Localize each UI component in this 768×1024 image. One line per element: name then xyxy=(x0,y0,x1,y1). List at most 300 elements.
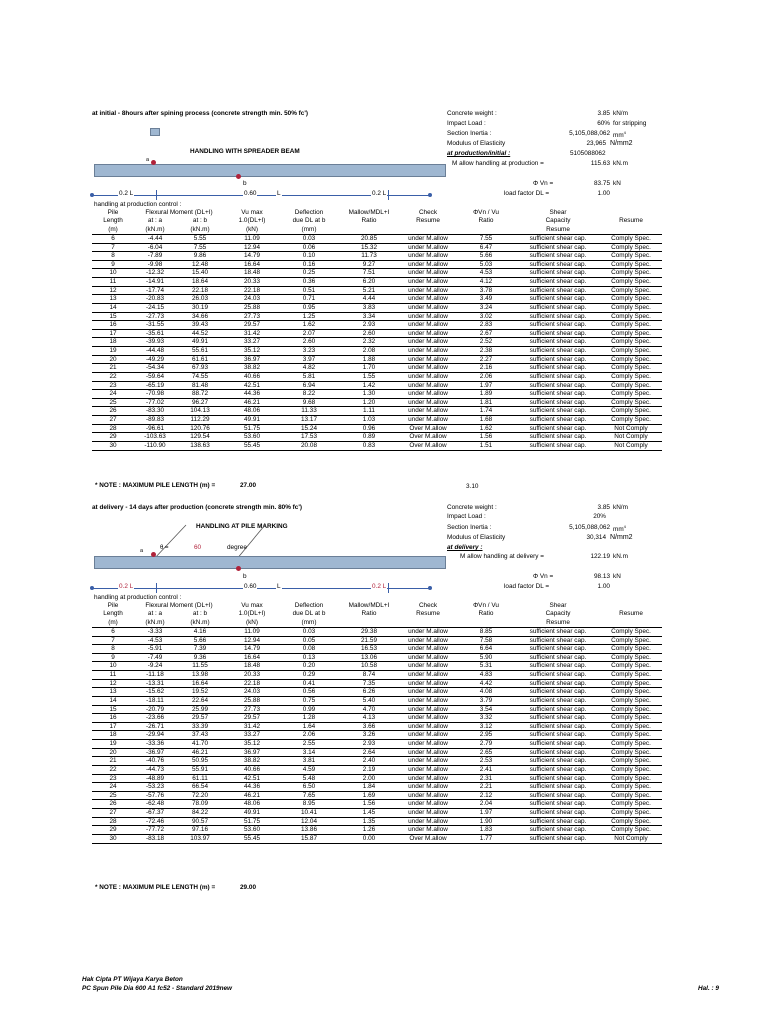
table-cell: sufficient shear cap. xyxy=(516,671,600,680)
table-cell: 2.31 xyxy=(456,774,516,783)
table-cell: 2.95 xyxy=(456,731,516,740)
table-cell: 96.27 xyxy=(176,398,224,407)
table-cell: 20.33 xyxy=(224,671,280,680)
table-cell: -14.91 xyxy=(134,278,176,287)
mallow-value: 122.19 xyxy=(590,553,610,560)
table-header-cell: Mallow/MDL+I xyxy=(348,209,390,216)
table-cell: -20.79 xyxy=(134,705,176,714)
table-cell: under M.allow xyxy=(400,653,456,662)
table-cell: 97.16 xyxy=(176,826,224,835)
table-cell: 14 xyxy=(92,696,134,705)
table-cell: Comply Spec. xyxy=(600,705,662,714)
table-cell: 2.79 xyxy=(456,740,516,749)
table-cell: 2.41 xyxy=(456,765,516,774)
table-header-cell: Resume xyxy=(416,217,440,225)
table-cell: sufficient shear cap. xyxy=(516,809,600,818)
table-cell: 18.48 xyxy=(224,269,280,278)
table-cell: -23.66 xyxy=(134,714,176,723)
table-cell: -83.18 xyxy=(134,834,176,843)
table-caption: handling at production control : xyxy=(94,594,182,601)
table-cell: -9.98 xyxy=(134,260,176,269)
table-cell: 20 xyxy=(92,748,134,757)
note-label: * NOTE : MAXIMUM PILE LENGTH (m) = xyxy=(95,884,216,891)
table-cell: -40.76 xyxy=(134,757,176,766)
dim-mid: 0.60 xyxy=(244,583,257,590)
table-cell: under M.allow xyxy=(400,662,456,671)
table-header-cell: Capacity xyxy=(545,217,571,225)
table-row xyxy=(92,791,662,800)
table-cell: 74.55 xyxy=(176,372,224,381)
table-cell: 4.53 xyxy=(456,269,516,278)
table-cell: 2.32 xyxy=(338,338,400,347)
table-header-cell xyxy=(400,619,456,628)
table-cell: under M.allow xyxy=(400,303,456,312)
table-cell: Comply Spec. xyxy=(600,731,662,740)
table-cell: Comply Spec. xyxy=(600,662,662,671)
table-cell: -3.33 xyxy=(134,627,176,636)
table-cell: under M.allow xyxy=(400,679,456,688)
table-cell: 129.54 xyxy=(176,433,224,442)
table-cell: 14.79 xyxy=(224,645,280,654)
table-cell: 44.52 xyxy=(176,329,224,338)
table-cell: 1.74 xyxy=(456,407,516,416)
table-cell: sufficient shear cap. xyxy=(516,636,600,645)
table-cell: under M.allow xyxy=(400,722,456,731)
table-cell: -9.24 xyxy=(134,662,176,671)
table-cell: 9.68 xyxy=(280,398,338,407)
table-cell: -48.89 xyxy=(134,774,176,783)
table-header-cell xyxy=(600,619,662,628)
dim-left: 0.2 L xyxy=(119,190,134,197)
table-cell: 84.22 xyxy=(176,809,224,818)
table-cell: -70.98 xyxy=(134,390,176,399)
table-cell: 29.57 xyxy=(224,714,280,723)
table-cell: 2.21 xyxy=(456,783,516,792)
prop-label: Φ Vn = xyxy=(533,180,554,187)
table-cell: 33.39 xyxy=(176,722,224,731)
table-cell: 2.27 xyxy=(456,355,516,364)
table-cell: 3.79 xyxy=(456,696,516,705)
table-cell: sufficient shear cap. xyxy=(516,653,600,662)
table-cell: 2.40 xyxy=(338,757,400,766)
table-cell: 46.21 xyxy=(224,791,280,800)
table-cell: 7.35 xyxy=(338,679,400,688)
table-cell: 29.57 xyxy=(224,321,280,330)
table-cell: 22.64 xyxy=(176,696,224,705)
table-cell: 24 xyxy=(92,783,134,792)
table-cell: sufficient shear cap. xyxy=(516,424,600,433)
table-cell: 2.06 xyxy=(280,731,338,740)
table-cell: 0.41 xyxy=(280,679,338,688)
table-row xyxy=(92,757,662,766)
table-caption: handling at production control : xyxy=(94,201,182,208)
dimension-tick xyxy=(388,583,389,593)
angle-value: 60 xyxy=(194,544,202,551)
table-cell: 2.55 xyxy=(280,740,338,749)
table-cell: Comply Spec. xyxy=(600,714,662,723)
table-cell: 15 xyxy=(92,705,134,714)
table-header-cell: (kN.m) xyxy=(134,619,176,628)
table-cell: 42.51 xyxy=(224,774,280,783)
table-cell: under M.allow xyxy=(400,817,456,826)
table-cell: 16.64 xyxy=(224,653,280,662)
table-cell: 9.86 xyxy=(176,252,224,261)
table-cell: 24.03 xyxy=(224,295,280,304)
table-cell: sufficient shear cap. xyxy=(516,364,600,373)
table-cell: -77.02 xyxy=(134,398,176,407)
table-cell: sufficient shear cap. xyxy=(516,398,600,407)
mallow-value: 115.63 xyxy=(590,160,610,167)
table-cell: 19 xyxy=(92,347,134,356)
table-cell: 33.27 xyxy=(224,338,280,347)
table-cell: 29.38 xyxy=(338,627,400,636)
table-cell: Over M.allow xyxy=(400,433,456,442)
table-cell: 16.64 xyxy=(224,260,280,269)
table-cell: 25.88 xyxy=(224,303,280,312)
table-cell: under M.allow xyxy=(400,364,456,373)
table-cell: 10 xyxy=(92,662,134,671)
table-cell: 12 xyxy=(92,679,134,688)
table-cell: -65.19 xyxy=(134,381,176,390)
footer-document: PC Spun Pile Dia 600 A1 fc52 - Standard 2019new xyxy=(82,985,232,992)
table-cell: 0.89 xyxy=(338,433,400,442)
phivn-value: 83.75 xyxy=(594,180,610,187)
table-cell: 7.55 xyxy=(176,243,224,252)
table-cell: 11.09 xyxy=(224,627,280,636)
table-cell: -5.91 xyxy=(134,645,176,654)
table-header-cell: (kN.m) xyxy=(176,619,224,628)
table-cell: sufficient shear cap. xyxy=(516,627,600,636)
table-header-cell: Ratio xyxy=(478,610,494,618)
table-cell: 3.34 xyxy=(338,312,400,321)
prop-unit: $mm^4$ xyxy=(613,524,626,534)
table-header-cell: Deflection xyxy=(294,209,324,216)
table-cell: 8.22 xyxy=(280,390,338,399)
table-cell: Comply Spec. xyxy=(600,303,662,312)
table-cell: 0.16 xyxy=(280,260,338,269)
table-cell: 27.73 xyxy=(224,705,280,714)
table-cell: sufficient shear cap. xyxy=(516,688,600,697)
table-cell: 35.12 xyxy=(224,740,280,749)
table-row xyxy=(92,765,662,774)
table-cell: 40.66 xyxy=(224,765,280,774)
table-cell: 19.52 xyxy=(176,688,224,697)
table-cell: under M.allow xyxy=(400,398,456,407)
table-cell: under M.allow xyxy=(400,243,456,252)
table-header-cell xyxy=(338,619,400,628)
table-row xyxy=(92,688,662,697)
table-cell: under M.allow xyxy=(400,338,456,347)
table-cell: Comply Spec. xyxy=(600,645,662,654)
dimension-end xyxy=(90,586,94,590)
table-cell: Comply Spec. xyxy=(600,398,662,407)
table-cell: 6 xyxy=(92,234,134,243)
table-cell: 11.09 xyxy=(224,234,280,243)
table-cell: 22.18 xyxy=(224,286,280,295)
table-cell: under M.allow xyxy=(400,645,456,654)
table-cell: 30 xyxy=(92,441,134,450)
table-cell: Comply Spec. xyxy=(600,791,662,800)
table-cell: Comply Spec. xyxy=(600,748,662,757)
table-cell: 51.75 xyxy=(224,424,280,433)
table-cell: sufficient shear cap. xyxy=(516,433,600,442)
table-cell: 1.20 xyxy=(338,398,400,407)
pile-beam xyxy=(94,556,446,569)
theta-label: θ = xyxy=(160,545,169,551)
table-cell: 2.07 xyxy=(280,329,338,338)
table-cell: 3.32 xyxy=(456,714,516,723)
table-cell: 25 xyxy=(92,791,134,800)
table-cell: 51.75 xyxy=(224,817,280,826)
table-cell: 24 xyxy=(92,390,134,399)
table-cell: -54.34 xyxy=(134,364,176,373)
table-cell: 1.68 xyxy=(456,416,516,425)
table-cell: 46.21 xyxy=(224,398,280,407)
table-cell: Comply Spec. xyxy=(600,688,662,697)
table-header-cell: at : b xyxy=(192,217,208,225)
prop-value: 60% xyxy=(597,120,610,127)
prop-unit: kN.m xyxy=(613,160,628,167)
stage-label: at production/initial : xyxy=(447,150,511,157)
table-cell: -49.29 xyxy=(134,355,176,364)
table-cell: Over M.allow xyxy=(400,834,456,843)
table-header-cell: (mm) xyxy=(280,619,338,628)
table-header-cell: Resume xyxy=(416,610,440,618)
table-header-cell: (kN.m) xyxy=(176,226,224,235)
table-cell: 2.06 xyxy=(456,372,516,381)
table-header-row xyxy=(92,619,662,628)
table-cell: -83.30 xyxy=(134,407,176,416)
table-cell: Comply Spec. xyxy=(600,252,662,261)
table-cell: Comply Spec. xyxy=(600,234,662,243)
table-header-cell: ΦVn / Vu xyxy=(473,209,499,216)
table-header-cell: Mallow/MDL+I xyxy=(348,602,390,609)
table-cell: Comply Spec. xyxy=(600,372,662,381)
prop-label: Section Inertia : xyxy=(447,524,492,531)
table-header-cell: (kN.m) xyxy=(134,226,176,235)
table-cell: 11.73 xyxy=(338,252,400,261)
table-cell: 15.40 xyxy=(176,269,224,278)
table-cell: 8 xyxy=(92,645,134,654)
table-cell: Comply Spec. xyxy=(600,416,662,425)
table-cell: 1.77 xyxy=(456,834,516,843)
table-cell: 31.42 xyxy=(224,722,280,731)
table-cell: -7.49 xyxy=(134,653,176,662)
table-cell: under M.allow xyxy=(400,740,456,749)
table-cell: 25 xyxy=(92,398,134,407)
table-cell: 7 xyxy=(92,243,134,252)
table-cell: 2.52 xyxy=(456,338,516,347)
table-cell: 2.93 xyxy=(338,321,400,330)
table-cell: 49.91 xyxy=(176,338,224,347)
table-cell: 6.50 xyxy=(280,783,338,792)
table-cell: 19 xyxy=(92,740,134,749)
table-cell: sufficient shear cap. xyxy=(516,722,600,731)
table-cell: 0.25 xyxy=(280,269,338,278)
table-cell: under M.allow xyxy=(400,381,456,390)
table-cell: 1.42 xyxy=(338,381,400,390)
table-cell: sufficient shear cap. xyxy=(516,243,600,252)
lift-point xyxy=(151,552,156,557)
table-cell: 4.82 xyxy=(280,364,338,373)
table-cell: 29.57 xyxy=(176,714,224,723)
table-cell: under M.allow xyxy=(400,671,456,680)
table-cell: sufficient shear cap. xyxy=(516,321,600,330)
table-cell: 2.53 xyxy=(456,757,516,766)
table-cell: -39.93 xyxy=(134,338,176,347)
table-cell: 6.94 xyxy=(280,381,338,390)
table-cell: Over M.allow xyxy=(400,424,456,433)
mark-a: a xyxy=(140,548,144,554)
table-header-cell: due DL at b xyxy=(292,610,326,618)
table-cell: sufficient shear cap. xyxy=(516,312,600,321)
table-cell: Comply Spec. xyxy=(600,321,662,330)
prop-label: Concrete weight : xyxy=(447,504,497,511)
table-cell: 2.19 xyxy=(338,765,400,774)
table-cell: 1.28 xyxy=(280,714,338,723)
table-cell: under M.allow xyxy=(400,329,456,338)
table-cell: 46.21 xyxy=(176,748,224,757)
table-cell: 2.04 xyxy=(456,800,516,809)
table-cell: 0.20 xyxy=(280,662,338,671)
table-cell: Comply Spec. xyxy=(600,295,662,304)
table-cell: Not Comply xyxy=(600,424,662,433)
table-cell: 9 xyxy=(92,260,134,269)
table-cell: 49.91 xyxy=(224,809,280,818)
table-row xyxy=(92,653,662,662)
table-cell: Comply Spec. xyxy=(600,817,662,826)
table-header-cell: Capacity xyxy=(545,610,571,618)
table-cell: 5.66 xyxy=(456,252,516,261)
table-cell: Comply Spec. xyxy=(600,653,662,662)
table-cell: 26 xyxy=(92,407,134,416)
table-cell: sufficient shear cap. xyxy=(516,740,600,749)
table-cell: Comply Spec. xyxy=(600,696,662,705)
table-cell: under M.allow xyxy=(400,757,456,766)
table-cell: -4.44 xyxy=(134,234,176,243)
table-cell: 1.97 xyxy=(456,809,516,818)
table-cell: under M.allow xyxy=(400,783,456,792)
table-cell: -36.97 xyxy=(134,748,176,757)
table-cell: 55.61 xyxy=(176,347,224,356)
table-cell: 17.53 xyxy=(280,433,338,442)
table-cell: sufficient shear cap. xyxy=(516,679,600,688)
table-cell: 3.78 xyxy=(456,286,516,295)
table-cell: 16 xyxy=(92,321,134,330)
table-cell: 42.51 xyxy=(224,381,280,390)
table-cell: 0.03 xyxy=(280,627,338,636)
table-cell: 1.62 xyxy=(456,424,516,433)
table-cell: 44.36 xyxy=(224,390,280,399)
table-cell: sufficient shear cap. xyxy=(516,286,600,295)
section2-title: at delivery - 14 days after production (concrete strength min. 80% fc') xyxy=(92,504,302,511)
table-cell: sufficient shear cap. xyxy=(516,269,600,278)
table-cell: 7.65 xyxy=(280,791,338,800)
table-cell: 67.93 xyxy=(176,364,224,373)
table-cell: 1.26 xyxy=(338,826,400,835)
table-cell: 53.60 xyxy=(224,433,280,442)
table-cell: 22.18 xyxy=(224,679,280,688)
table-cell: -35.61 xyxy=(134,329,176,338)
table-cell: 11 xyxy=(92,278,134,287)
table-cell: -72.46 xyxy=(134,817,176,826)
table-cell: 36.97 xyxy=(224,748,280,757)
table-header-cell: 1.0(DL+I) xyxy=(238,217,266,225)
table-cell: 7.55 xyxy=(456,234,516,243)
table-cell: under M.allow xyxy=(400,705,456,714)
table-cell: under M.allow xyxy=(400,636,456,645)
table-header-cell: (kN) xyxy=(224,226,280,235)
table-cell: 5.90 xyxy=(456,653,516,662)
table-cell: 4.59 xyxy=(280,765,338,774)
table-cell: 22 xyxy=(92,372,134,381)
table-cell: 1.25 xyxy=(280,312,338,321)
table-cell: 7.39 xyxy=(176,645,224,654)
table-cell: -67.37 xyxy=(134,809,176,818)
table-cell: 120.76 xyxy=(176,424,224,433)
table-header-cell: Pile xyxy=(107,602,119,609)
table-header-cell: Resume xyxy=(619,217,643,225)
table-cell: under M.allow xyxy=(400,696,456,705)
table-cell: 1.62 xyxy=(280,321,338,330)
table-cell: -33.36 xyxy=(134,740,176,749)
table-cell: under M.allow xyxy=(400,347,456,356)
table-row xyxy=(92,748,662,757)
table-cell: 18.48 xyxy=(224,662,280,671)
dim-left: 0.2 L xyxy=(119,583,134,590)
table-cell: 66.54 xyxy=(176,783,224,792)
table-header-row xyxy=(92,610,662,618)
stage-label: at delivery : xyxy=(447,544,483,551)
table-cell: 27 xyxy=(92,809,134,818)
table-cell: 28 xyxy=(92,424,134,433)
table-cell: 1.70 xyxy=(338,364,400,373)
table-cell: under M.allow xyxy=(400,234,456,243)
prop-value: 5,105,088,062 xyxy=(569,524,610,531)
table-cell: -12.32 xyxy=(134,269,176,278)
table-cell: 18.64 xyxy=(176,278,224,287)
table-row xyxy=(92,645,662,654)
table-cell: 34.66 xyxy=(176,312,224,321)
table-cell: under M.allow xyxy=(400,295,456,304)
table-cell: 16.53 xyxy=(338,645,400,654)
table-cell: 1.03 xyxy=(338,416,400,425)
table-cell: 3.14 xyxy=(280,748,338,757)
prop-unit: kN/m xyxy=(613,110,628,117)
table-cell: under M.allow xyxy=(400,714,456,723)
table-cell: 3.24 xyxy=(456,303,516,312)
table-cell: 13 xyxy=(92,295,134,304)
table-cell: Comply Spec. xyxy=(600,740,662,749)
table-cell: 31.42 xyxy=(224,329,280,338)
table-row xyxy=(92,800,662,809)
table-cell: Comply Spec. xyxy=(600,347,662,356)
table-cell: sufficient shear cap. xyxy=(516,714,600,723)
table-row xyxy=(92,696,662,705)
table-cell: sufficient shear cap. xyxy=(516,338,600,347)
table-header-cell: Check xyxy=(418,602,438,609)
table-cell: 11 xyxy=(92,671,134,680)
table-cell: 112.29 xyxy=(176,416,224,425)
table-header-cell: Length xyxy=(103,610,123,618)
table-cell: under M.allow xyxy=(400,355,456,364)
table-cell: 3.26 xyxy=(338,731,400,740)
table-cell: 5.55 xyxy=(176,234,224,243)
table-cell: 38.82 xyxy=(224,364,280,373)
table-cell: 20 xyxy=(92,355,134,364)
table-cell: Comply Spec. xyxy=(600,774,662,783)
table-header-cell: Pile xyxy=(107,209,119,216)
